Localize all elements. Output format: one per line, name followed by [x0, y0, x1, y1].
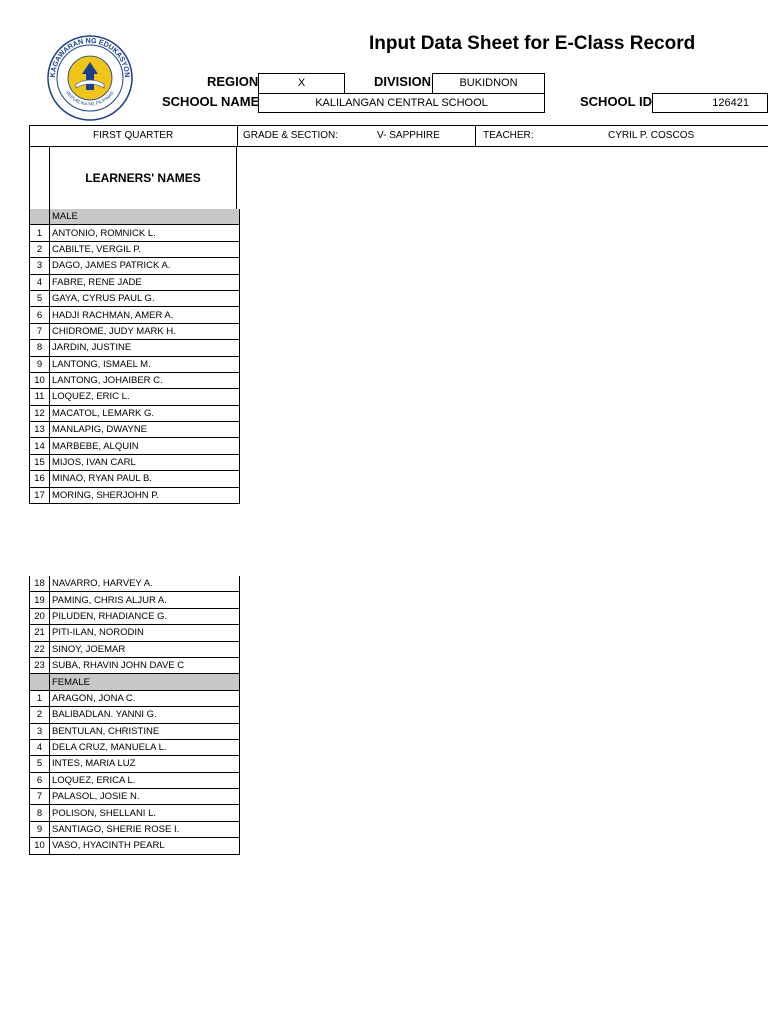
learner-number: 14 — [30, 438, 50, 454]
logo-ring-text-bottom: REPUBLIKA NG PILIPINAS — [65, 90, 115, 107]
learner-number: 17 — [30, 487, 50, 503]
table-row — [30, 641, 240, 657]
learner-name[interactable]: MARBEBE, ALQUIN — [50, 438, 240, 454]
table-row — [30, 356, 240, 372]
table-row — [30, 454, 240, 470]
learner-name[interactable]: LANTONG, ISMAEL M. — [50, 356, 240, 372]
logo-ring-text-top: KAGAWARAN NG EDUKASYON — [47, 35, 133, 78]
learner-name[interactable]: BALIBADLAN. YANNI G. — [50, 707, 240, 723]
table-row — [30, 471, 240, 487]
school-name-label: SCHOOL NAME — [162, 94, 260, 109]
region-label: REGION — [207, 74, 259, 89]
learner-name[interactable]: LOQUEZ, ERIC L. — [50, 389, 240, 405]
learner-name[interactable]: CABILTE, VERGIL P. — [50, 241, 240, 257]
learner-name[interactable]: MORING, SHERJOHN P. — [50, 487, 240, 503]
female-section-label: FEMALE — [50, 674, 240, 690]
table-row — [30, 739, 240, 755]
learner-number: 22 — [30, 641, 50, 657]
table-row — [30, 274, 240, 290]
learners-names-title: LEARNERS' NAMES — [85, 171, 201, 185]
learner-number: 8 — [30, 805, 50, 821]
learner-number: 16 — [30, 471, 50, 487]
table-row — [30, 487, 240, 503]
learner-name[interactable]: MIJOS, IVAN CARL — [50, 454, 240, 470]
table-row — [30, 372, 240, 388]
grade-section-label: GRADE & SECTION: — [243, 130, 339, 141]
table-row — [30, 438, 240, 454]
learner-name[interactable]: HADJI RACHMAN, AMER A. — [50, 307, 240, 323]
learner-number: 3 — [30, 723, 50, 739]
learner-name[interactable]: DAGO, JAMES PATRICK A. — [50, 258, 240, 274]
learner-name[interactable]: MANLAPIG, DWAYNE — [50, 422, 240, 438]
learner-number: 1 — [30, 690, 50, 706]
learner-number: 6 — [30, 772, 50, 788]
table-row — [30, 789, 240, 805]
learner-number: 11 — [30, 389, 50, 405]
learner-number: 9 — [30, 356, 50, 372]
learner-number: 13 — [30, 422, 50, 438]
learner-number: 18 — [30, 576, 50, 592]
school-id-field[interactable]: 126421 — [652, 93, 768, 113]
male-section-row — [30, 209, 240, 225]
learner-name[interactable]: VASO, HYACINTH PEARL — [50, 838, 240, 854]
learner-name[interactable]: PILUDEN, RHADIANCE G. — [50, 608, 240, 624]
learner-number: 6 — [30, 307, 50, 323]
learner-number: 20 — [30, 608, 50, 624]
school-name-field[interactable]: KALILANGAN CENTRAL SCHOOL — [258, 93, 545, 113]
learners-names-header — [29, 147, 237, 209]
table-row — [30, 258, 240, 274]
learner-name[interactable]: LOQUEZ, ERICA L. — [50, 772, 240, 788]
learner-number: 7 — [30, 323, 50, 339]
female-section-row — [30, 674, 240, 690]
male-section-label: MALE — [50, 209, 240, 225]
table-row — [30, 821, 240, 837]
table-row — [30, 592, 240, 608]
learner-number: 3 — [30, 258, 50, 274]
learner-number: 7 — [30, 789, 50, 805]
table-row — [30, 389, 240, 405]
learners-table-part2 — [29, 576, 240, 855]
learner-number: 12 — [30, 405, 50, 421]
table-row — [30, 772, 240, 788]
table-row — [30, 241, 240, 257]
learner-name[interactable]: POLISON, SHELLANI L. — [50, 805, 240, 821]
learner-name[interactable]: SUBA, RHAVIN JOHN DAVE C — [50, 657, 240, 673]
learner-name[interactable]: ANTONIO, ROMNICK L. — [50, 225, 240, 241]
teacher-label: TEACHER: — [483, 130, 534, 141]
learner-name[interactable]: MINAO, RYAN PAUL B. — [50, 471, 240, 487]
learner-name[interactable]: PITI-ILAN, NORODIN — [50, 625, 240, 641]
table-row — [30, 707, 240, 723]
table-row — [30, 576, 240, 592]
table-row — [30, 838, 240, 854]
table-row — [30, 723, 240, 739]
learner-name[interactable]: MACATOL, LEMARK G. — [50, 405, 240, 421]
learner-name[interactable]: SINOY, JOEMAR — [50, 641, 240, 657]
table-row — [30, 290, 240, 306]
learners-table-part1 — [29, 209, 240, 504]
learner-number: 21 — [30, 625, 50, 641]
learner-number: 2 — [30, 241, 50, 257]
table-row — [30, 608, 240, 624]
table-row — [30, 225, 240, 241]
learner-number: 23 — [30, 657, 50, 673]
region-field[interactable]: X — [258, 73, 345, 94]
table-row — [30, 690, 240, 706]
quarter-bar — [29, 125, 768, 147]
learner-number: 8 — [30, 340, 50, 356]
learner-name[interactable]: JARDIN, JUSTINE — [50, 340, 240, 356]
table-row — [30, 756, 240, 772]
learner-name[interactable]: SANTIAGO, SHERIE ROSE I. — [50, 821, 240, 837]
learner-number: 15 — [30, 454, 50, 470]
table-row — [30, 625, 240, 641]
table-row — [30, 340, 240, 356]
learner-number: 9 — [30, 821, 50, 837]
learner-name[interactable]: BENTULAN, CHRISTINE — [50, 723, 240, 739]
school-id-label: SCHOOL ID — [580, 94, 652, 109]
learner-number: 2 — [30, 707, 50, 723]
learner-name[interactable]: LANTONG, JOHAIBER C. — [50, 372, 240, 388]
learner-number: 4 — [30, 739, 50, 755]
learner-number: 4 — [30, 274, 50, 290]
table-row — [30, 405, 240, 421]
learner-number: 10 — [30, 838, 50, 854]
learner-name[interactable]: INTES, MARIA LUZ — [50, 756, 240, 772]
learner-number: 5 — [30, 756, 50, 772]
learner-name[interactable]: DELA CRUZ, MANUELA L. — [50, 739, 240, 755]
learner-name[interactable]: ARAGON, JONA C. — [50, 690, 240, 706]
division-label: DIVISION — [374, 74, 432, 89]
deped-seal-logo — [46, 34, 134, 122]
learner-number: 1 — [30, 225, 50, 241]
quarter-label: FIRST QUARTER — [93, 130, 174, 141]
learner-name[interactable]: NAVARRO, HARVEY A. — [50, 576, 240, 592]
learner-number: 5 — [30, 290, 50, 306]
learner-name[interactable]: CHIDROME, JUDY MARK H. — [50, 323, 240, 339]
page-title: Input Data Sheet for E-Class Record — [369, 33, 696, 54]
table-row — [30, 323, 240, 339]
learner-name[interactable]: PAMING, CHRIS ALJUR A. — [50, 592, 240, 608]
learner-name[interactable]: FABRE, RENE JADE — [50, 274, 240, 290]
teacher-value[interactable]: CYRIL P. COSCOS — [608, 130, 695, 141]
table-row — [30, 805, 240, 821]
learner-number: 10 — [30, 372, 50, 388]
table-row — [30, 657, 240, 673]
learner-name[interactable]: GAYA, CYRUS PAUL G. — [50, 290, 240, 306]
learner-number: 19 — [30, 592, 50, 608]
learner-name[interactable]: PALASOL, JOSIE N. — [50, 789, 240, 805]
division-field[interactable]: BUKIDNON — [432, 73, 545, 94]
table-row — [30, 307, 240, 323]
grade-section-value[interactable]: V- SAPPHIRE — [377, 130, 440, 141]
table-row — [30, 422, 240, 438]
